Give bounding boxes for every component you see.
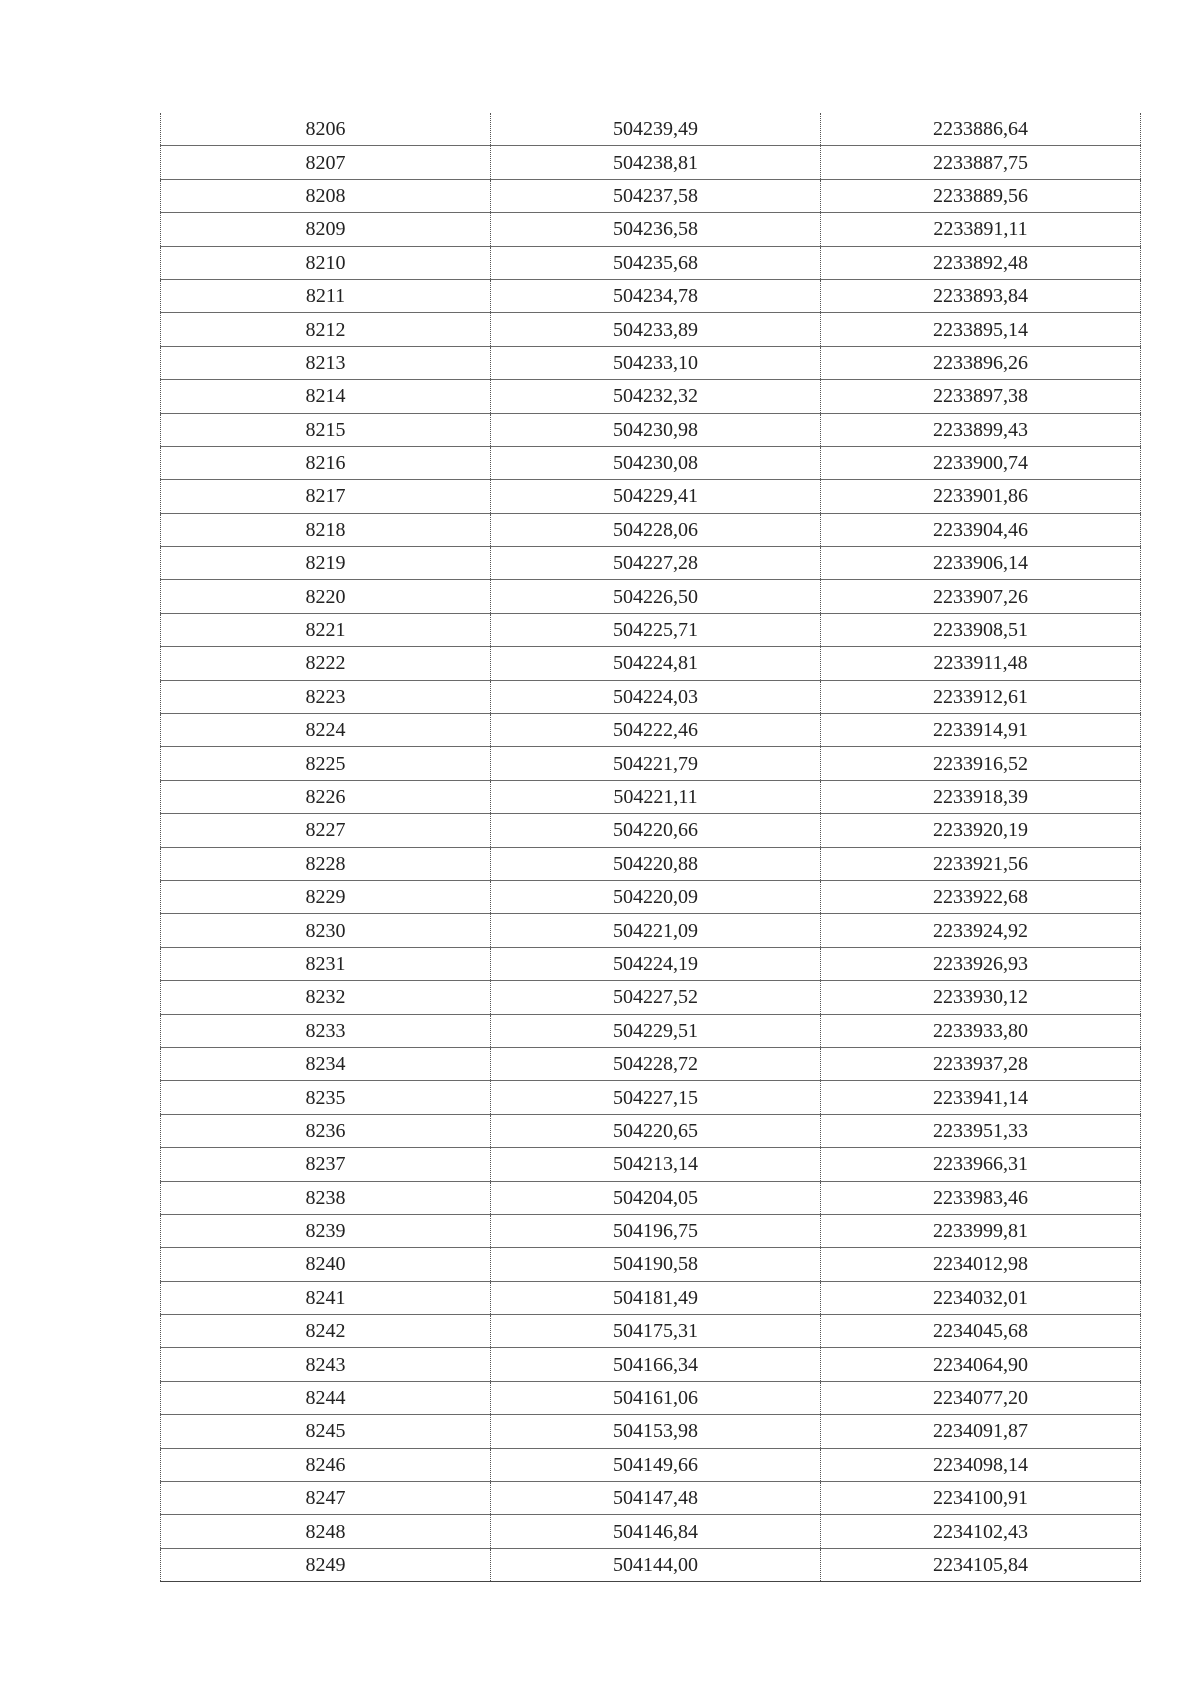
table-row [161, 780, 1141, 813]
point-number-cell: 8221 [161, 613, 491, 646]
x-coordinate-cell: 504232,32 [491, 380, 821, 413]
point-number-cell: 8209 [161, 213, 491, 246]
table-row [161, 1181, 1141, 1214]
point-number-cell: 8246 [161, 1448, 491, 1481]
y-coordinate-cell: 2233912,61 [821, 680, 1141, 713]
y-coordinate-cell: 2234012,98 [821, 1248, 1141, 1281]
y-coordinate-cell: 2233891,11 [821, 213, 1141, 246]
x-coordinate-cell: 504230,08 [491, 446, 821, 479]
point-number-cell: 8219 [161, 547, 491, 580]
table-row [161, 480, 1141, 513]
point-number-cell: 8234 [161, 1047, 491, 1080]
x-coordinate-cell: 504227,15 [491, 1081, 821, 1114]
y-coordinate-cell: 2234105,84 [821, 1548, 1141, 1581]
y-coordinate-cell: 2233896,26 [821, 346, 1141, 379]
x-coordinate-cell: 504221,11 [491, 780, 821, 813]
point-number-cell: 8213 [161, 346, 491, 379]
table-row [161, 1381, 1141, 1414]
x-coordinate-cell: 504161,06 [491, 1381, 821, 1414]
table-row [161, 446, 1141, 479]
y-coordinate-cell: 2233920,19 [821, 814, 1141, 847]
y-coordinate-cell: 2233904,46 [821, 513, 1141, 546]
y-coordinate-cell: 2233900,74 [821, 446, 1141, 479]
point-number-cell: 8225 [161, 747, 491, 780]
coordinates-table-body [161, 113, 1141, 1582]
x-coordinate-cell: 504227,28 [491, 547, 821, 580]
point-number-cell: 8214 [161, 380, 491, 413]
y-coordinate-cell: 2233926,93 [821, 947, 1141, 980]
y-coordinate-cell: 2234077,20 [821, 1381, 1141, 1414]
y-coordinate-cell: 2234100,91 [821, 1482, 1141, 1515]
y-coordinate-cell: 2233892,48 [821, 246, 1141, 279]
x-coordinate-cell: 504221,79 [491, 747, 821, 780]
table-row [161, 113, 1141, 146]
table-row [161, 513, 1141, 546]
x-coordinate-cell: 504224,19 [491, 947, 821, 980]
table-row [161, 346, 1141, 379]
x-coordinate-cell: 504153,98 [491, 1415, 821, 1448]
y-coordinate-cell: 2233930,12 [821, 981, 1141, 1014]
y-coordinate-cell: 2233897,38 [821, 380, 1141, 413]
point-number-cell: 8245 [161, 1415, 491, 1448]
y-coordinate-cell: 2233951,33 [821, 1114, 1141, 1147]
table-row [161, 747, 1141, 780]
point-number-cell: 8215 [161, 413, 491, 446]
table-row [161, 1348, 1141, 1381]
y-coordinate-cell: 2233916,52 [821, 747, 1141, 780]
x-coordinate-cell: 504204,05 [491, 1181, 821, 1214]
x-coordinate-cell: 504237,58 [491, 179, 821, 212]
point-number-cell: 8227 [161, 814, 491, 847]
y-coordinate-cell: 2233908,51 [821, 613, 1141, 646]
x-coordinate-cell: 504239,49 [491, 113, 821, 146]
x-coordinate-cell: 504220,09 [491, 880, 821, 913]
y-coordinate-cell: 2234091,87 [821, 1415, 1141, 1448]
point-number-cell: 8247 [161, 1482, 491, 1515]
x-coordinate-cell: 504229,41 [491, 480, 821, 513]
y-coordinate-cell: 2233922,68 [821, 880, 1141, 913]
table-row [161, 947, 1141, 980]
table-row [161, 1114, 1141, 1147]
table-row [161, 580, 1141, 613]
coordinates-table-container [160, 113, 1140, 1582]
point-number-cell: 8226 [161, 780, 491, 813]
table-row [161, 1248, 1141, 1281]
point-number-cell: 8235 [161, 1081, 491, 1114]
table-row [161, 1515, 1141, 1548]
table-row [161, 814, 1141, 847]
y-coordinate-cell: 2233921,56 [821, 847, 1141, 880]
point-number-cell: 8210 [161, 246, 491, 279]
point-number-cell: 8217 [161, 480, 491, 513]
x-coordinate-cell: 504147,48 [491, 1482, 821, 1515]
point-number-cell: 8244 [161, 1381, 491, 1414]
point-number-cell: 8249 [161, 1548, 491, 1581]
x-coordinate-cell: 504220,88 [491, 847, 821, 880]
point-number-cell: 8220 [161, 580, 491, 613]
x-coordinate-cell: 504238,81 [491, 146, 821, 179]
y-coordinate-cell: 2233893,84 [821, 279, 1141, 312]
point-number-cell: 8223 [161, 680, 491, 713]
table-row [161, 1315, 1141, 1348]
table-row [161, 1047, 1141, 1080]
y-coordinate-cell: 2233966,31 [821, 1148, 1141, 1181]
point-number-cell: 8231 [161, 947, 491, 980]
y-coordinate-cell: 2234102,43 [821, 1515, 1141, 1548]
x-coordinate-cell: 504146,84 [491, 1515, 821, 1548]
x-coordinate-cell: 504226,50 [491, 580, 821, 613]
table-row [161, 547, 1141, 580]
point-number-cell: 8240 [161, 1248, 491, 1281]
point-number-cell: 8212 [161, 313, 491, 346]
coordinates-table [160, 113, 1141, 1582]
x-coordinate-cell: 504220,65 [491, 1114, 821, 1147]
y-coordinate-cell: 2234032,01 [821, 1281, 1141, 1314]
x-coordinate-cell: 504230,98 [491, 413, 821, 446]
table-row [161, 647, 1141, 680]
point-number-cell: 8230 [161, 914, 491, 947]
x-coordinate-cell: 504229,51 [491, 1014, 821, 1047]
y-coordinate-cell: 2233914,91 [821, 714, 1141, 747]
x-coordinate-cell: 504181,49 [491, 1281, 821, 1314]
y-coordinate-cell: 2233907,26 [821, 580, 1141, 613]
x-coordinate-cell: 504224,03 [491, 680, 821, 713]
x-coordinate-cell: 504236,58 [491, 213, 821, 246]
point-number-cell: 8248 [161, 1515, 491, 1548]
point-number-cell: 8222 [161, 647, 491, 680]
table-row [161, 246, 1141, 279]
point-number-cell: 8228 [161, 847, 491, 880]
table-row [161, 1548, 1141, 1581]
x-coordinate-cell: 504190,58 [491, 1248, 821, 1281]
table-row [161, 279, 1141, 312]
x-coordinate-cell: 504225,71 [491, 613, 821, 646]
point-number-cell: 8237 [161, 1148, 491, 1181]
point-number-cell: 8207 [161, 146, 491, 179]
point-number-cell: 8218 [161, 513, 491, 546]
table-row [161, 179, 1141, 212]
point-number-cell: 8242 [161, 1315, 491, 1348]
y-coordinate-cell: 2233933,80 [821, 1014, 1141, 1047]
y-coordinate-cell: 2233887,75 [821, 146, 1141, 179]
table-row [161, 1482, 1141, 1515]
x-coordinate-cell: 504213,14 [491, 1148, 821, 1181]
table-row [161, 313, 1141, 346]
point-number-cell: 8243 [161, 1348, 491, 1381]
table-row [161, 1415, 1141, 1448]
x-coordinate-cell: 504149,66 [491, 1448, 821, 1481]
x-coordinate-cell: 504175,31 [491, 1315, 821, 1348]
y-coordinate-cell: 2234064,90 [821, 1348, 1141, 1381]
point-number-cell: 8206 [161, 113, 491, 146]
y-coordinate-cell: 2233899,43 [821, 413, 1141, 446]
y-coordinate-cell: 2233886,64 [821, 113, 1141, 146]
table-row [161, 146, 1141, 179]
table-row [161, 1281, 1141, 1314]
point-number-cell: 8208 [161, 179, 491, 212]
x-coordinate-cell: 504227,52 [491, 981, 821, 1014]
table-row [161, 1448, 1141, 1481]
point-number-cell: 8238 [161, 1181, 491, 1214]
table-row [161, 1081, 1141, 1114]
y-coordinate-cell: 2233983,46 [821, 1181, 1141, 1214]
table-row [161, 847, 1141, 880]
y-coordinate-cell: 2233889,56 [821, 179, 1141, 212]
y-coordinate-cell: 2233895,14 [821, 313, 1141, 346]
x-coordinate-cell: 504235,68 [491, 246, 821, 279]
x-coordinate-cell: 504222,46 [491, 714, 821, 747]
y-coordinate-cell: 2233901,86 [821, 480, 1141, 513]
table-row [161, 413, 1141, 446]
point-number-cell: 8229 [161, 880, 491, 913]
y-coordinate-cell: 2233924,92 [821, 914, 1141, 947]
x-coordinate-cell: 504233,89 [491, 313, 821, 346]
table-row [161, 981, 1141, 1014]
point-number-cell: 8224 [161, 714, 491, 747]
y-coordinate-cell: 2233941,14 [821, 1081, 1141, 1114]
table-row [161, 1148, 1141, 1181]
point-number-cell: 8239 [161, 1214, 491, 1247]
table-row [161, 1214, 1141, 1247]
y-coordinate-cell: 2233937,28 [821, 1047, 1141, 1080]
table-row [161, 213, 1141, 246]
y-coordinate-cell: 2233999,81 [821, 1214, 1141, 1247]
x-coordinate-cell: 504166,34 [491, 1348, 821, 1381]
x-coordinate-cell: 504224,81 [491, 647, 821, 680]
x-coordinate-cell: 504220,66 [491, 814, 821, 847]
x-coordinate-cell: 504196,75 [491, 1214, 821, 1247]
y-coordinate-cell: 2234098,14 [821, 1448, 1141, 1481]
point-number-cell: 8241 [161, 1281, 491, 1314]
x-coordinate-cell: 504228,06 [491, 513, 821, 546]
y-coordinate-cell: 2233911,48 [821, 647, 1141, 680]
x-coordinate-cell: 504228,72 [491, 1047, 821, 1080]
table-row [161, 680, 1141, 713]
point-number-cell: 8232 [161, 981, 491, 1014]
y-coordinate-cell: 2234045,68 [821, 1315, 1141, 1348]
table-row [161, 380, 1141, 413]
x-coordinate-cell: 504233,10 [491, 346, 821, 379]
table-row [161, 880, 1141, 913]
table-row [161, 613, 1141, 646]
point-number-cell: 8236 [161, 1114, 491, 1147]
point-number-cell: 8211 [161, 279, 491, 312]
x-coordinate-cell: 504221,09 [491, 914, 821, 947]
table-row [161, 714, 1141, 747]
y-coordinate-cell: 2233906,14 [821, 547, 1141, 580]
x-coordinate-cell: 504234,78 [491, 279, 821, 312]
y-coordinate-cell: 2233918,39 [821, 780, 1141, 813]
point-number-cell: 8216 [161, 446, 491, 479]
table-row [161, 914, 1141, 947]
point-number-cell: 8233 [161, 1014, 491, 1047]
table-row [161, 1014, 1141, 1047]
x-coordinate-cell: 504144,00 [491, 1548, 821, 1581]
